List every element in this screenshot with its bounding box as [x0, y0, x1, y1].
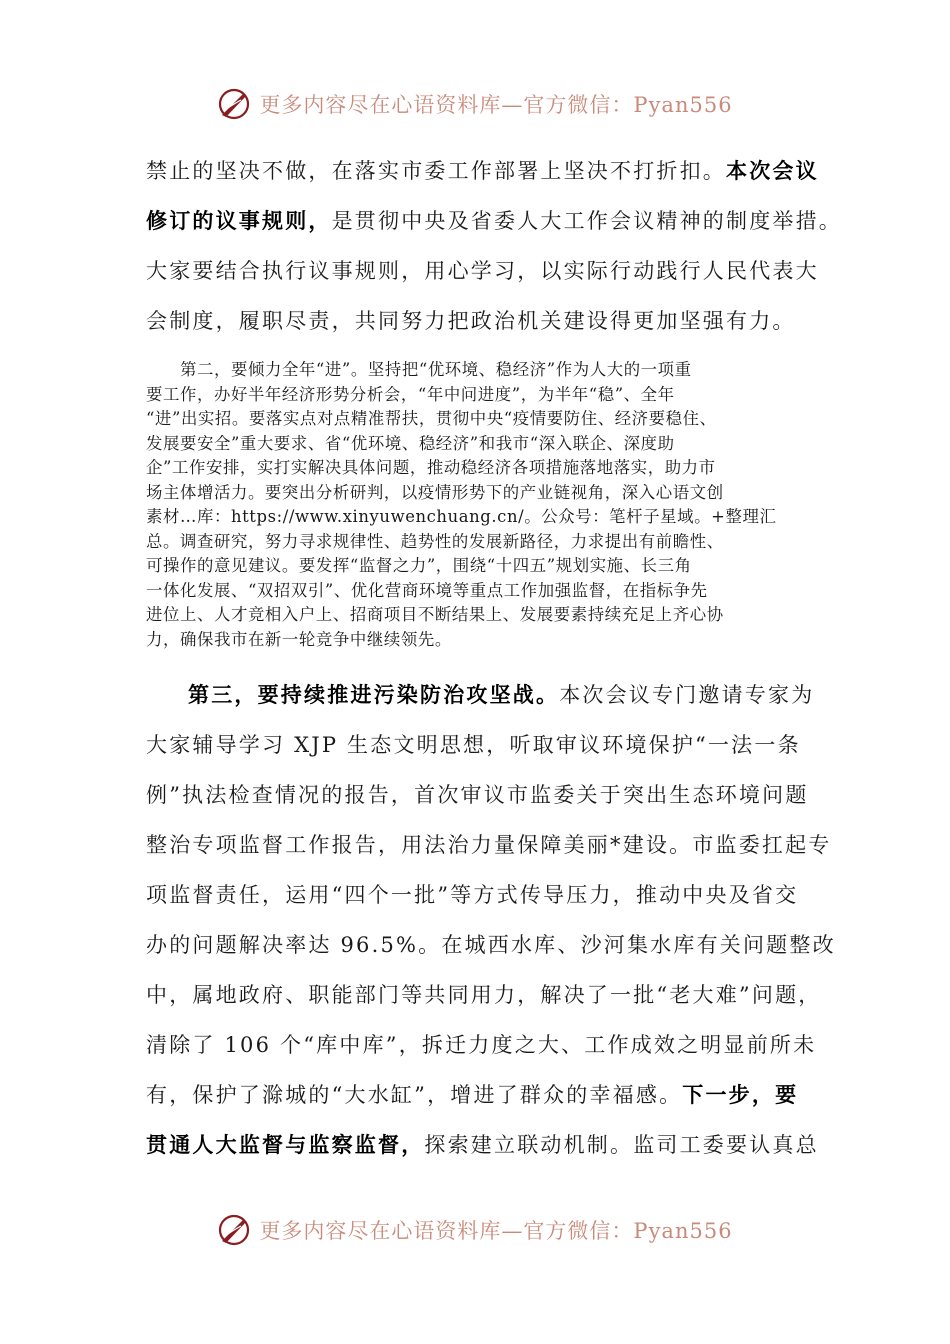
text-line: 第三，要持续推进污染防治攻坚战。本次会议专门邀请专家为	[188, 682, 815, 707]
text-line: 总。调查研究，努力寻求规律性、趋势性的发展新路径，力求提出有前瞻性、	[146, 531, 724, 551]
text-line: 企”工作安排，实打实解决具体问题，推动稳经济各项措施落地落实，助力市	[146, 458, 716, 477]
text-line: 素材…库：https://www.xinyuwenchuang.cn/。公众号：笔杆子星域。+整理汇	[146, 507, 777, 526]
text-line: 第二，要倾力全年“进”。坚持把“优环境、稳经济”作为人大的一项重	[180, 360, 692, 379]
text-line: 要工作，办好半年经济形势分析会，“年中问进度”，为半年“稳”、全年	[146, 384, 675, 404]
text-line: 一体化发展、“双招双引”、优化营商环境等重点工作加强监督，在指标争先	[146, 580, 708, 600]
text-line: 清除了 106 个“库中库”，拆迁力度之大、工作成效之明显前所未	[146, 1033, 817, 1057]
text-line: 力，确保我市在新一轮竞争中继续领先。	[146, 629, 452, 649]
text-line: 修订的议事规则，是贯彻中央及省委人大工作会议精神的制度举措。	[146, 208, 843, 233]
text-line: 中，属地政府、职能部门等共同用力，解决了一批“老大难”问题，	[146, 983, 822, 1007]
header-banner	[0, 84, 950, 124]
text-line: “进”出实招。要落实点对点精准帮扶，贯彻中央“疫情要防住、经济要稳住、	[146, 409, 717, 428]
text-line: 大家辅导学习 XJP 生态文明思想，听取审议环境保护“一法一条	[146, 733, 801, 757]
text-line: 办的问题解决率达 96.5%。在城西水库、沙河集水库有关问题整改	[146, 933, 836, 957]
text-line: 例”执法检查情况的报告，首次审议市监委关于突出生态环境问题	[146, 783, 809, 807]
text-line: 整治专项监督工作报告，用法治力量保障美丽*建设。市监委扛起专	[146, 833, 832, 857]
text-line: 场主体增活力。要突出分析研判，以疫情形势下的产业链视角，深入心语文创	[146, 482, 724, 502]
text-line: 会制度，履职尽责，共同努力把政治机关建设得更加坚强有力。	[146, 309, 796, 333]
text-line: 有，保护了滁城的“大水缸”，增进了群众的幸福感。下一步，要	[146, 1082, 799, 1107]
paragraph-2	[146, 358, 806, 652]
text-line: 大家要结合执行议事规则，用心学习，以实际行动践行人民代表大	[146, 259, 819, 283]
quill-pen-circle-icon	[217, 87, 251, 121]
text-line: 贯通人大监督与监察监督，探索建立联动机制。监司工委要认真总	[146, 1132, 819, 1157]
footer-banner	[0, 1210, 950, 1250]
paragraph-3	[146, 670, 836, 1170]
banner-text: 更多内容尽在心语资料库—官方微信：Pyan556	[259, 1219, 733, 1243]
text-line: 禁止的坚决不做，在落实市委工作部署上坚决不打折扣。本次会议	[146, 158, 819, 183]
text-line: 可操作的意见建议。要发挥“监督之力”，围绕“十四五”规划实施、长三角	[146, 556, 692, 575]
banner-text: 更多内容尽在心语资料库—官方微信：Pyan556	[259, 93, 733, 117]
text-line: 进位上、人才竞相入户上、招商项目不断结果上、发展要素持续充足上齐心协	[146, 605, 724, 624]
text-line: 发展要安全”重大要求、省“优环境、稳经济”和我市“深入联企、深度助	[146, 433, 675, 453]
text-line: 项监督责任，运用“四个一批”等方式传导压力，推动中央及省交	[146, 883, 799, 907]
paragraph-1	[146, 146, 843, 346]
quill-pen-circle-icon	[217, 1213, 251, 1247]
